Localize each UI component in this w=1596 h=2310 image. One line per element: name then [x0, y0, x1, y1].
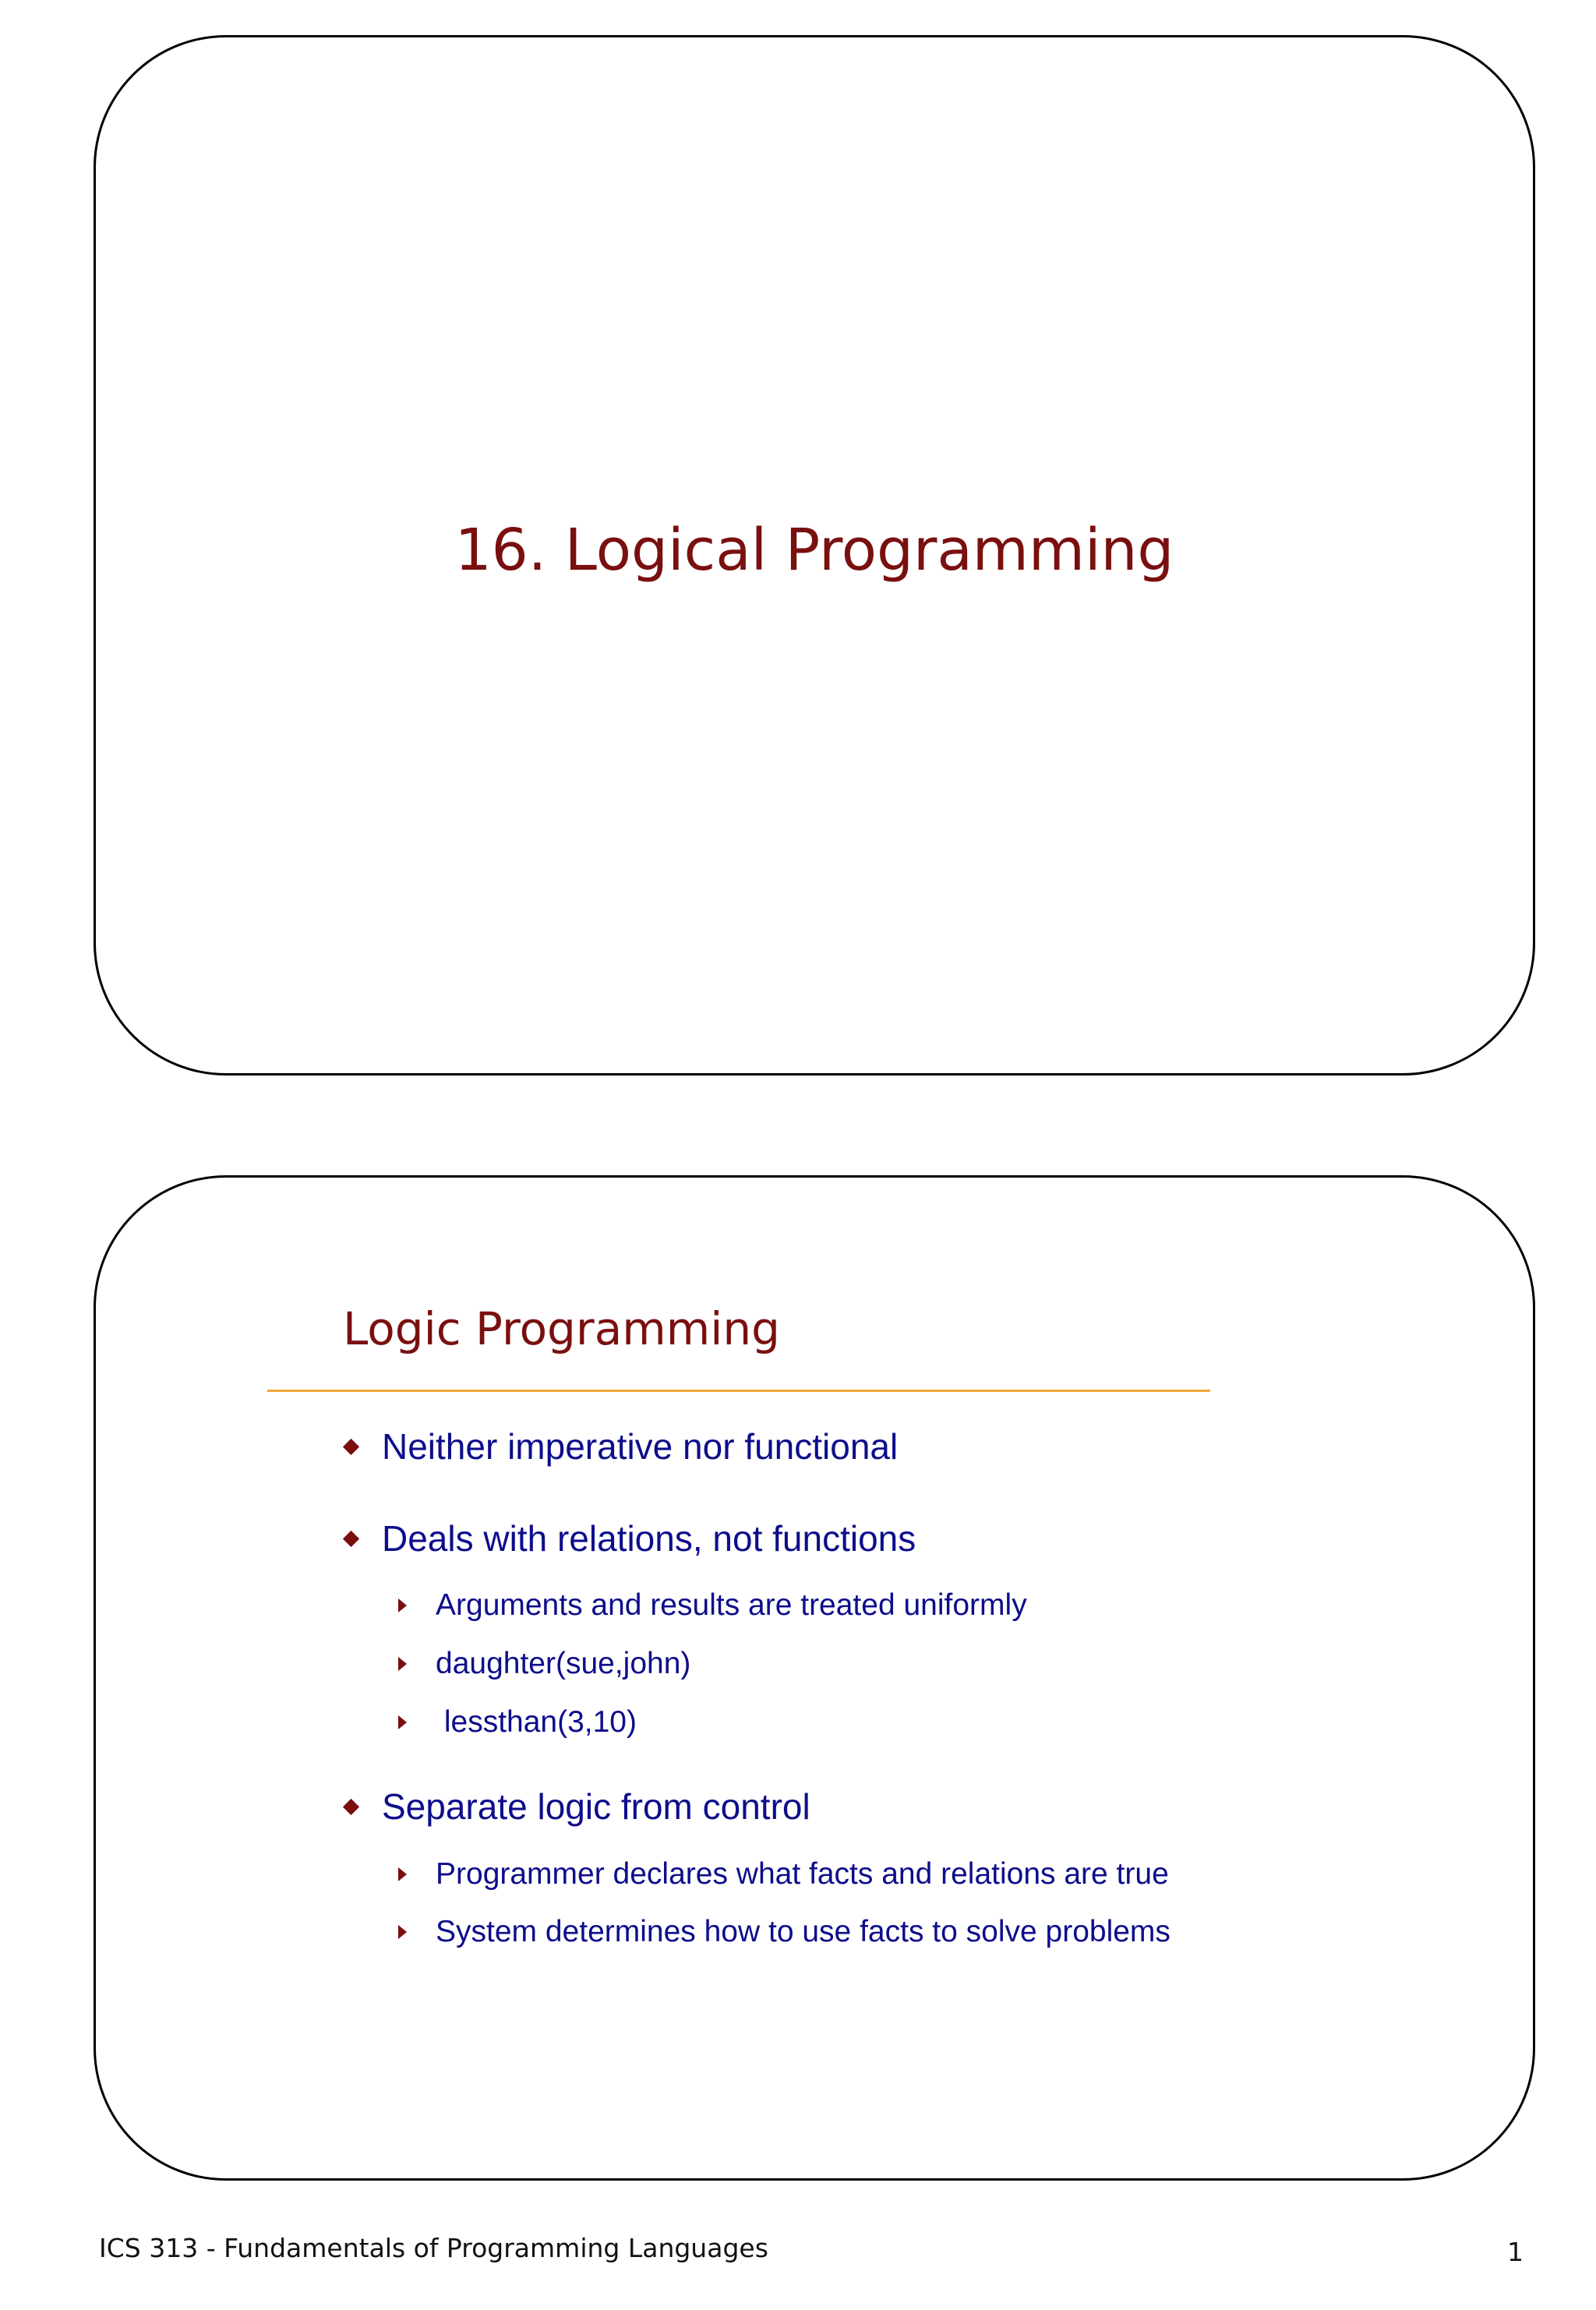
bullet-item	[345, 1785, 810, 1828]
footer-page-number: 1	[1507, 2237, 1524, 2267]
title-underline-rule	[267, 1390, 1210, 1392]
bullet-text: Deals with relations, not functions	[382, 1518, 916, 1559]
sub-bullet-text: daughter(sue,john)	[436, 1647, 691, 1680]
slide-2-title: Logic Programming	[343, 1302, 780, 1355]
sub-bullet-item	[398, 1857, 1169, 1891]
sub-bullet-item	[398, 1915, 1171, 1949]
slide-1-frame	[94, 35, 1535, 1076]
bullet-item	[345, 1517, 916, 1559]
sub-bullet-item	[398, 1647, 690, 1681]
diamond-bullet-icon	[343, 1438, 359, 1454]
diamond-bullet-icon	[343, 1798, 359, 1814]
sub-bullet-text: System determines how to use facts to solve problems	[436, 1915, 1171, 1948]
sub-bullet-text: Arguments and results are treated uniformly	[436, 1588, 1027, 1622]
footer-course-name: ICS 313 - Fundamentals of Programming Languages	[99, 2233, 768, 2263]
triangle-bullet-icon	[398, 1715, 407, 1729]
triangle-bullet-icon	[398, 1925, 407, 1939]
bullet-item	[345, 1425, 898, 1468]
sub-bullet-text: Programmer declares what facts and relations are true	[436, 1857, 1169, 1891]
triangle-bullet-icon	[398, 1657, 407, 1671]
bullet-text: Neither imperative nor functional	[382, 1426, 899, 1467]
slide-2-frame	[94, 1175, 1535, 2181]
sub-bullet-item	[398, 1588, 1027, 1623]
slide-1-title: 16. Logical Programming	[454, 517, 1174, 584]
bullet-text: Separate logic from control	[382, 1786, 810, 1827]
diamond-bullet-icon	[343, 1530, 359, 1546]
sub-bullet-item	[398, 1705, 637, 1740]
triangle-bullet-icon	[398, 1598, 407, 1612]
sub-bullet-text: lessthan(3,10)	[436, 1705, 637, 1739]
triangle-bullet-icon	[398, 1867, 407, 1881]
